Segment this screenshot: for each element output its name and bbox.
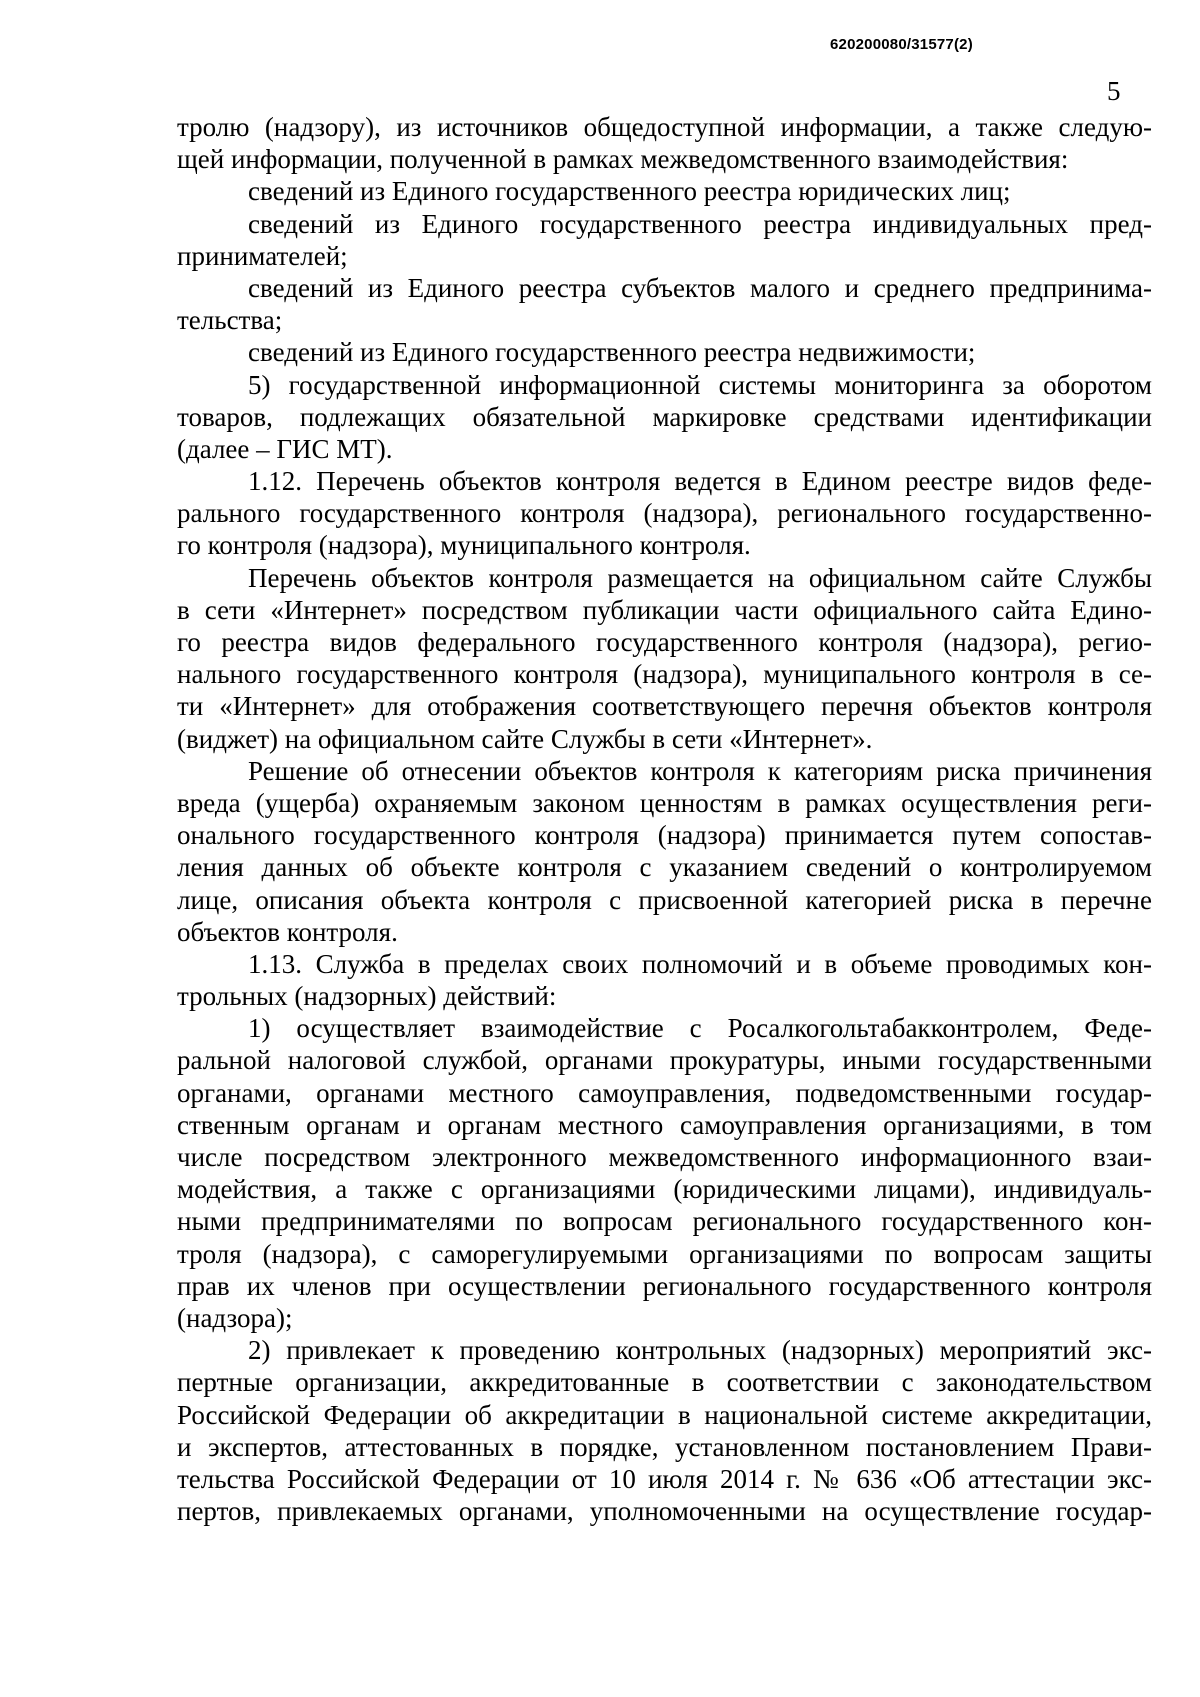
text-line: модействия, а также с организациями (юридическими лицами), индивидуаль- (177, 1174, 1152, 1205)
document-id: 620200080/31577(2) (830, 36, 973, 53)
text-line: ными предпринимателями по вопросам регионального государственного кон- (177, 1206, 1152, 1237)
text-line: принимателей; (177, 240, 348, 271)
text-line: трольных (надзорных) действий: (177, 981, 557, 1012)
text-line: сведений из Единого государственного реестра недвижимости; (248, 337, 976, 368)
text-line: в сети «Интернет» посредством публикации части официального сайта Едино- (177, 594, 1152, 625)
text-line: ления данных об объекте контроля с указанием сведений о контролируемом (177, 852, 1152, 883)
text-line: лице, описания объекта контроля с присвоенной категорией риска в перечне (177, 884, 1152, 915)
text-line: го реестра видов федерального государственного контроля (надзора), регио- (177, 627, 1152, 657)
text-line: сведений из Единого государственного реестра индивидуальных пред- (248, 208, 1152, 239)
text-line: тельства; (177, 305, 283, 336)
text-line: вреда (ущерба) охраняемым законом ценностям в рамках осуществления реги- (177, 787, 1152, 818)
text-line: тролю (надзору), из источников общедоступной информации, а также следую- (177, 112, 1152, 142)
text-line: сведений из Единого государственного реестра юридических лиц; (248, 176, 1011, 207)
text-line: 2) привлекает к проведению контрольных (надзорных) мероприятий экс- (248, 1335, 1152, 1366)
text-line: 1.13. Служба в пределах своих полномочий и в объеме проводимых кон- (248, 948, 1152, 979)
text-line: рального государственного контроля (надзора), регионального государственно- (177, 498, 1152, 529)
text-line: (надзора); (177, 1302, 293, 1333)
text-line: Российской Федерации об аккредитации в национальной системе аккредитации, (177, 1399, 1152, 1430)
text-line: нального государственного контроля (надзора), муниципального контроля в се- (177, 659, 1152, 690)
text-line: 5) государственной информационной системы мониторинга за оборотом (248, 369, 1152, 400)
text-line: (виджет) на официальном сайте Службы в сети «Интернет». (177, 723, 873, 754)
text-line: Решение об отнесении объектов контроля к категориям риска причинения (248, 755, 1152, 786)
text-line: числе посредством электронного межведомственного информационного взаи- (177, 1142, 1152, 1172)
text-line: органами, органами местного самоуправления, подведомственными государ- (177, 1077, 1152, 1108)
text-line: прав их членов при осуществлении регионального государственного контроля (177, 1270, 1152, 1301)
text-line: сведений из Единого реестра субъектов малого и среднего предпринима- (248, 272, 1152, 303)
text-line: 1) осуществляет взаимодействие с Росалкогольтабакконтролем, Феде- (248, 1013, 1152, 1044)
text-line: пертов, привлекаемых органами, уполномоченными на осуществление государ- (177, 1496, 1152, 1527)
text-line: троля (надзора), с саморегулируемыми организациями по вопросам защиты (177, 1238, 1152, 1269)
text-line: 1.12. Перечень объектов контроля ведется в Едином реестре видов феде- (248, 466, 1152, 497)
text-line: Перечень объектов контроля размещается на официальном сайте Службы (248, 562, 1152, 593)
page-number: 5 (1107, 76, 1121, 106)
body-text (177, 111, 1152, 1527)
text-line: и экспертов, аттестованных в порядке, установленном постановлением Прави- (177, 1431, 1152, 1462)
text-line: (далее – ГИС МТ). (177, 433, 393, 464)
text-line: пертные организации, аккредитованные в соответствии с законодательством (177, 1367, 1152, 1398)
text-line: ственным органам и органам местного самоуправления организациями, в том (177, 1109, 1152, 1140)
text-line: щей информации, полученной в рамках межведомственного взаимодействия: (177, 144, 1069, 175)
text-line: го контроля (надзора), муниципального контроля. (177, 530, 751, 561)
text-line: ральной налоговой службой, органами прокуратуры, иными государственными (177, 1045, 1152, 1076)
text-line: онального государственного контроля (надзора) принимается путем сопостав- (177, 820, 1152, 851)
text-line: ти «Интернет» для отображения соответствующего перечня объектов контроля (177, 691, 1152, 722)
text-line: товаров, подлежащих обязательной маркировке средствами идентификации (177, 401, 1152, 432)
text-line: тельства Российской Федерации от 10 июля 2014 г. № 636 «Об аттестации экс- (177, 1463, 1152, 1494)
text-line: объектов контроля. (177, 916, 398, 947)
